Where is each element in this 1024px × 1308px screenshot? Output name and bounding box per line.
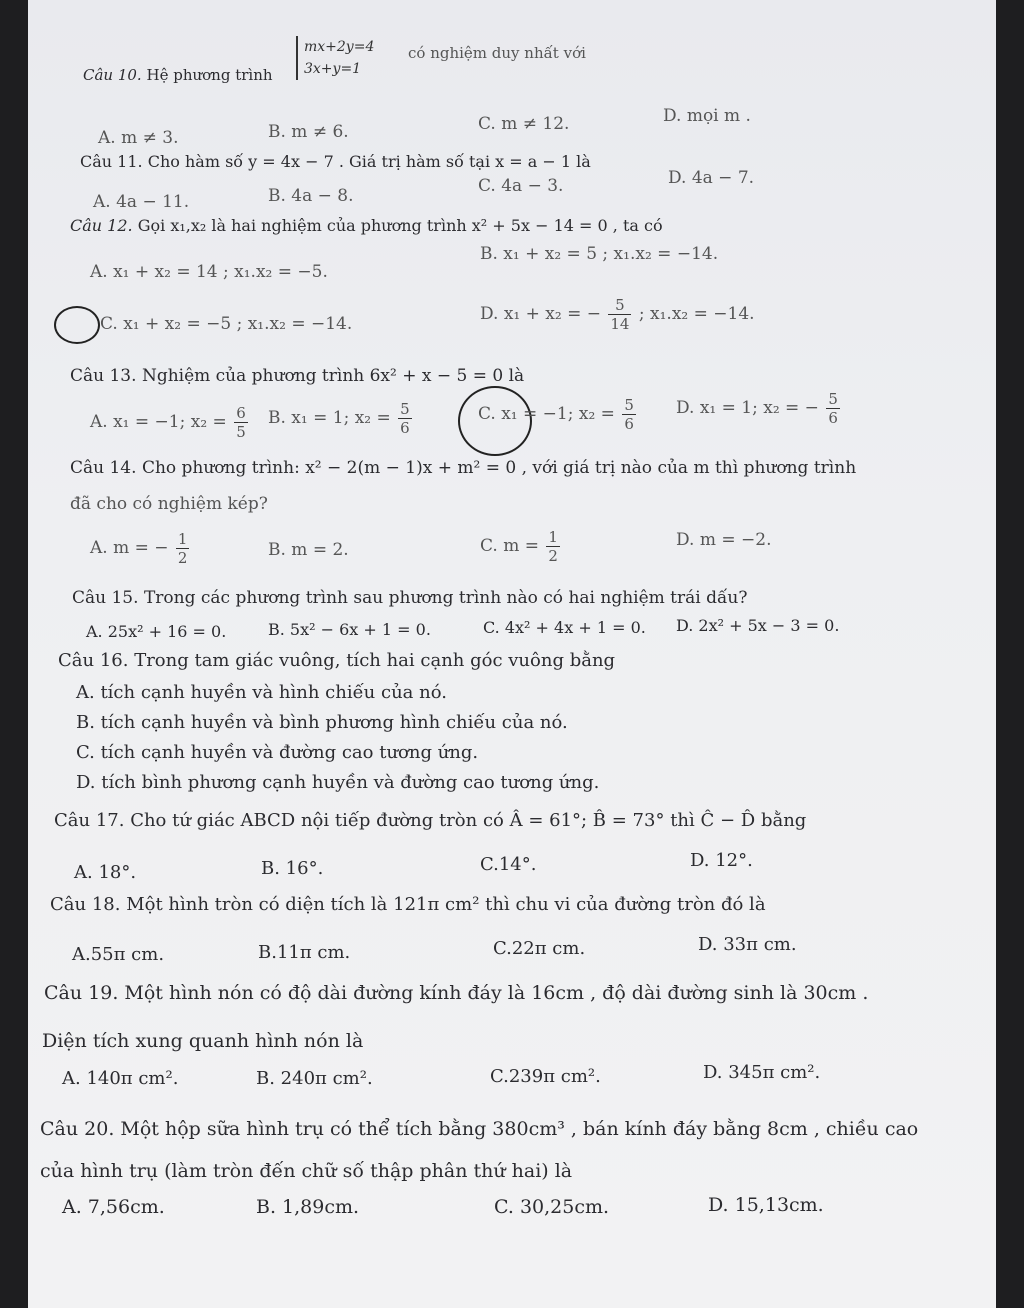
q19-option-b: B. 240π cm². <box>256 1068 373 1089</box>
q14-option-b: B. m = 2. <box>268 540 349 560</box>
question-16-title: Câu 16. <box>58 650 129 671</box>
question-14-title: Câu 14. <box>70 458 137 478</box>
page-edge-left <box>0 0 28 1308</box>
question-17 <box>54 810 806 831</box>
denominator: 14 <box>610 315 630 333</box>
question-12-text: Gọi x₁,x₂ là hai nghiệm của phương trình x² + 5x − 14 = 0 , ta có <box>137 216 663 235</box>
denominator: 6 <box>624 415 634 433</box>
question-19 <box>44 982 868 1004</box>
q18-option-b: B.11π cm. <box>258 942 351 963</box>
q14-option-a <box>90 530 191 567</box>
q15-option-d: D. 2x² + 5x − 3 = 0. <box>676 616 840 635</box>
q15-option-c: C. 4x² + 4x + 1 = 0. <box>483 618 646 637</box>
page-edge-right <box>996 0 1024 1308</box>
q19-option-d: D. 345π cm². <box>703 1062 821 1083</box>
q14-option-d: D. m = −2. <box>676 530 772 550</box>
q19-option-a: A. 140π cm². <box>62 1068 179 1089</box>
q12-d-suffix: ; x₁.x₂ = −14. <box>638 304 755 324</box>
question-19-text: Một hình nón có độ dài đường kính đáy là 16cm , độ dài đường sinh là 30cm . <box>124 982 869 1004</box>
q18-option-c: C.22π cm. <box>493 938 586 959</box>
q13-option-a <box>90 404 250 441</box>
q20-option-b: B. 1,89cm. <box>256 1196 360 1218</box>
q13-d-prefix: D. x₁ = 1; x₂ = − <box>676 398 819 418</box>
q12-option-d <box>480 296 755 333</box>
numerator: 5 <box>400 400 410 418</box>
question-18 <box>50 894 766 915</box>
q10-option-a: A. m ≠ 3. <box>98 128 179 148</box>
question-16 <box>58 650 615 671</box>
q20-option-d: D. 15,13cm. <box>708 1194 824 1216</box>
q16-option-d: D. tích bình phương cạnh huyền và đường cao tương ứng. <box>76 772 600 793</box>
question-16-text: Trong tam giác vuông, tích hai cạnh góc vuông bằng <box>134 650 616 671</box>
numerator: 5 <box>624 396 634 414</box>
question-10-tail: có nghiệm duy nhất với <box>408 44 586 62</box>
numerator: 6 <box>236 404 246 422</box>
denominator: 6 <box>400 419 410 437</box>
q11-option-b: B. 4a − 8. <box>268 186 354 206</box>
question-13-text: Nghiệm của phương trình 6x² + x − 5 = 0 là <box>141 366 525 386</box>
question-14-text: Cho phương trình: x² − 2(m − 1)x + m² = 0 , với giá trị nào của m thì phương trình <box>141 458 857 478</box>
question-20 <box>40 1118 918 1140</box>
q13-option-b <box>268 400 414 437</box>
question-10-system <box>296 36 374 80</box>
q14-option-c <box>480 528 562 565</box>
q14-a-prefix: A. m = − <box>90 538 169 558</box>
q11-option-c: C. 4a − 3. <box>478 176 564 196</box>
exam-sheet <box>28 0 996 1308</box>
numerator: 5 <box>608 296 631 315</box>
numerator: 5 <box>828 390 838 408</box>
q13-c-prefix: C. x₁ = −1; x₂ = <box>478 404 615 424</box>
q15-option-b: B. 5x² − 6x + 1 = 0. <box>268 620 431 639</box>
q11-option-a: A. 4a − 11. <box>93 192 190 212</box>
question-15 <box>72 588 747 608</box>
system-eq-1: mx+2y=4 <box>304 39 375 55</box>
q17-option-b: B. 16°. <box>261 858 324 879</box>
q13-option-d <box>676 390 842 427</box>
q11-option-d: D. 4a − 7. <box>668 168 755 188</box>
numerator: 1 <box>548 528 558 546</box>
q13-b-prefix: B. x₁ = 1; x₂ = <box>268 408 391 428</box>
q10-option-b: B. m ≠ 6. <box>268 122 349 142</box>
q10-option-d: D. mọi m . <box>663 106 751 126</box>
q12-option-a: A. x₁ + x₂ = 14 ; x₁.x₂ = −5. <box>90 262 328 282</box>
denominator: 6 <box>828 409 838 427</box>
numerator: 1 <box>177 530 188 548</box>
q13-a-prefix: A. x₁ = −1; x₂ = <box>90 412 227 432</box>
q16-option-b: B. tích cạnh huyền và bình phương hình chiếu của nó. <box>76 712 568 733</box>
q13-option-c <box>478 396 638 433</box>
answer-circle-mark <box>54 306 100 344</box>
question-10-title: Câu 10. <box>83 66 142 84</box>
q18-option-a: A.55π cm. <box>72 944 165 965</box>
q17-option-c: C.14°. <box>480 854 537 875</box>
question-13-title: Câu 13. <box>70 366 137 386</box>
q12-option-b: B. x₁ + x₂ = 5 ; x₁.x₂ = −14. <box>480 244 719 264</box>
question-10-text: Hệ phương trình <box>146 66 273 84</box>
q20-option-c: C. 30,25cm. <box>494 1196 610 1218</box>
question-11-text: Cho hàm số y = 4x − 7 . Giá trị hàm số tại x = a − 1 là <box>147 152 591 171</box>
question-20-text-2: của hình trụ (làm tròn đến chữ số thập phân thứ hai) là <box>40 1160 573 1182</box>
q14-c-fraction <box>546 528 560 565</box>
question-14-text-2: đã cho có nghiệm kép? <box>70 494 268 514</box>
q20-option-a: A. 7,56cm. <box>62 1196 165 1218</box>
q12-d-prefix: D. x₁ + x₂ = − <box>480 304 601 324</box>
question-10 <box>83 66 273 84</box>
q14-c-prefix: C. m = <box>480 536 539 556</box>
question-11-title: Câu 11. <box>80 152 143 171</box>
question-20-text: Một hộp sữa hình trụ có thể tích bằng 380cm³ , bán kính đáy bằng 8cm , chiều cao <box>120 1118 919 1140</box>
q13-b-fraction <box>398 400 412 437</box>
question-17-title: Câu 17. <box>54 810 125 831</box>
q18-option-d: D. 33π cm. <box>698 934 797 955</box>
q16-option-a: A. tích cạnh huyền và hình chiếu của nó. <box>76 682 447 703</box>
q19-option-c: C.239π cm². <box>490 1066 601 1087</box>
q12-option-c: C. x₁ + x₂ = −5 ; x₁.x₂ = −14. <box>100 314 353 334</box>
question-18-text: Một hình tròn có diện tích là 121π cm² thì chu vi của đường tròn đó là <box>126 894 766 915</box>
q13-c-fraction <box>622 396 636 433</box>
question-15-title: Câu 15. <box>72 588 139 608</box>
question-15-text: Trong các phương trình sau phương trình nào có hai nghiệm trái dấu? <box>143 588 748 608</box>
question-17-text: Cho tứ giác ABCD nội tiếp đường tròn có Â = 61°; B̂ = 73° thì Ĉ − D̂ bằng <box>130 810 807 831</box>
question-18-title: Câu 18. <box>50 894 121 915</box>
denominator: 2 <box>177 549 188 567</box>
q14-a-fraction <box>176 530 190 567</box>
q13-d-fraction <box>826 390 840 427</box>
question-19-title: Câu 19. <box>44 982 119 1004</box>
question-14 <box>70 458 856 478</box>
q12-d-fraction <box>608 296 631 333</box>
q15-option-a: A. 25x² + 16 = 0. <box>86 622 227 641</box>
question-12-title: Câu 12. <box>70 216 133 235</box>
q10-option-c: C. m ≠ 12. <box>478 114 570 134</box>
q17-option-a: A. 18°. <box>74 862 137 883</box>
denominator: 2 <box>548 547 558 565</box>
q16-option-c: C. tích cạnh huyền và đường cao tương ứng. <box>76 742 479 763</box>
question-20-title: Câu 20. <box>40 1118 115 1140</box>
denominator: 5 <box>236 423 246 441</box>
question-19-text-2: Diện tích xung quanh hình nón là <box>42 1030 364 1052</box>
question-12 <box>70 216 663 235</box>
question-11 <box>80 152 591 171</box>
question-13 <box>70 366 524 386</box>
system-eq-2: 3x+y=1 <box>304 61 362 77</box>
q13-a-fraction <box>234 404 248 441</box>
q17-option-d: D. 12°. <box>690 850 753 871</box>
